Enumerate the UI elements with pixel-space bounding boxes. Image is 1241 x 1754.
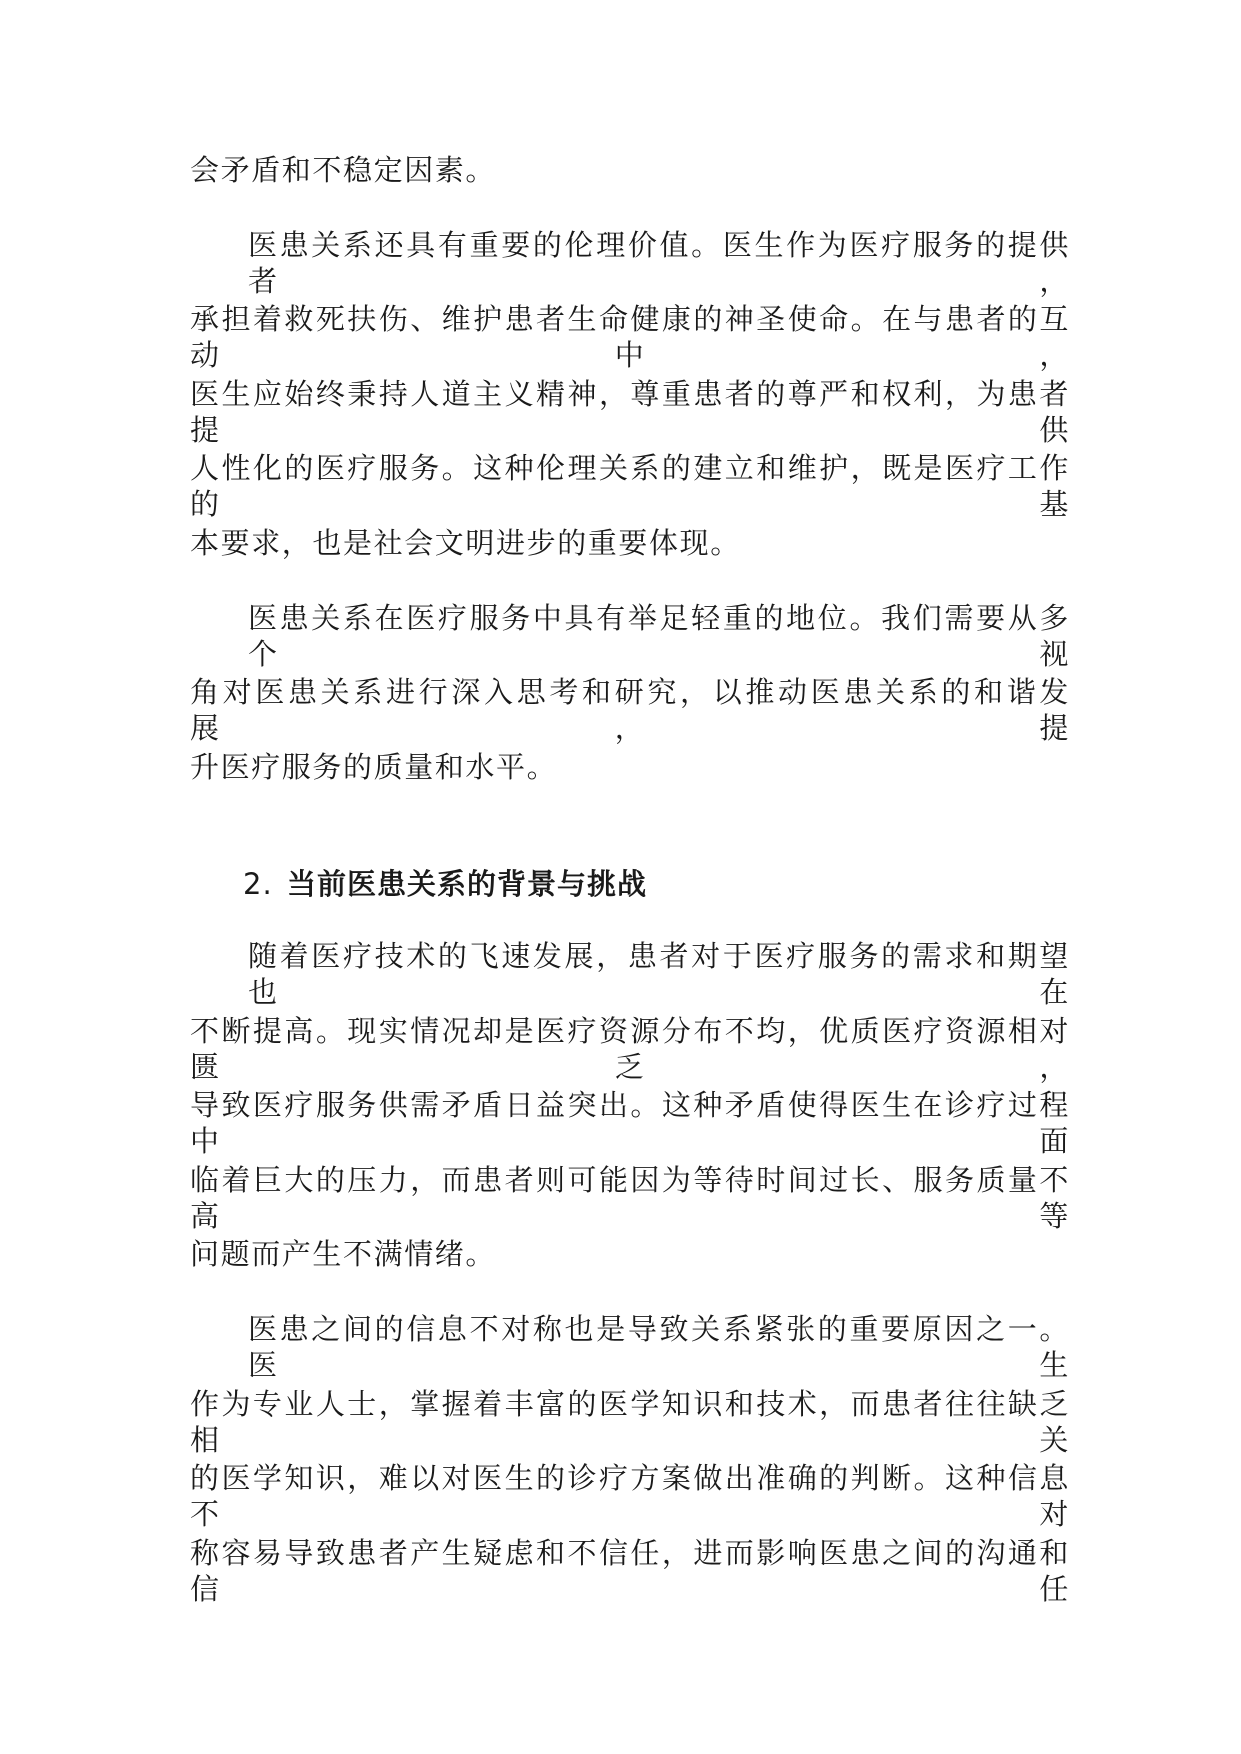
- text-line: 人性化的医疗服务。这种伦理关系的建立和维护，既是医疗工作的基: [190, 451, 1070, 521]
- text-line: 医患之间的信息不对称也是导致关系紧张的重要原因之一。医生: [248, 1312, 1070, 1382]
- text-line: 问题而产生不满情绪。: [190, 1237, 497, 1271]
- text-line: 承担着救死扶伤、维护患者生命健康的神圣使命。在与患者的互动中，: [190, 302, 1070, 372]
- text-line: 导致医疗服务供需矛盾日益突出。这种矛盾使得医生在诊疗过程中面: [190, 1088, 1070, 1158]
- text-line: 临着巨大的压力，而患者则可能因为等待时间过长、服务质量不高等: [190, 1163, 1070, 1233]
- text-line: 会矛盾和不稳定因素。: [190, 153, 497, 187]
- text-line: 医患关系在医疗服务中具有举足轻重的地位。我们需要从多个视: [248, 601, 1070, 671]
- section-number: 2.: [243, 867, 273, 901]
- section-title: 当前医患关系的背景与挑战: [287, 867, 648, 901]
- text-line: 本要求，也是社会文明进步的重要体现。: [190, 526, 741, 560]
- text-line: 医生应始终秉持人道主义精神，尊重患者的尊严和权利，为患者提供: [190, 377, 1070, 447]
- text-line: 随着医疗技术的飞速发展，患者对于医疗服务的需求和期望也在: [248, 939, 1070, 1009]
- text-line: 作为专业人士，掌握着丰富的医学知识和技术，而患者往往缺乏相关: [190, 1387, 1070, 1457]
- text-line: 的医学知识，难以对医生的诊疗方案做出准确的判断。这种信息不对: [190, 1461, 1070, 1531]
- text-line: 角对医患关系进行深入思考和研究，以推动医患关系的和谐发展，提: [190, 675, 1070, 745]
- text-line: 不断提高。现实情况却是医疗资源分布不均，优质医疗资源相对匮乏，: [190, 1014, 1070, 1084]
- text-line: 称容易导致患者产生疑虑和不信任，进而影响医患之间的沟通和信任: [190, 1536, 1070, 1606]
- text-line: 升医疗服务的质量和水平。: [190, 750, 558, 784]
- text-line: 医患关系还具有重要的伦理价值。医生作为医疗服务的提供者，: [248, 228, 1070, 298]
- section-heading: [243, 866, 647, 902]
